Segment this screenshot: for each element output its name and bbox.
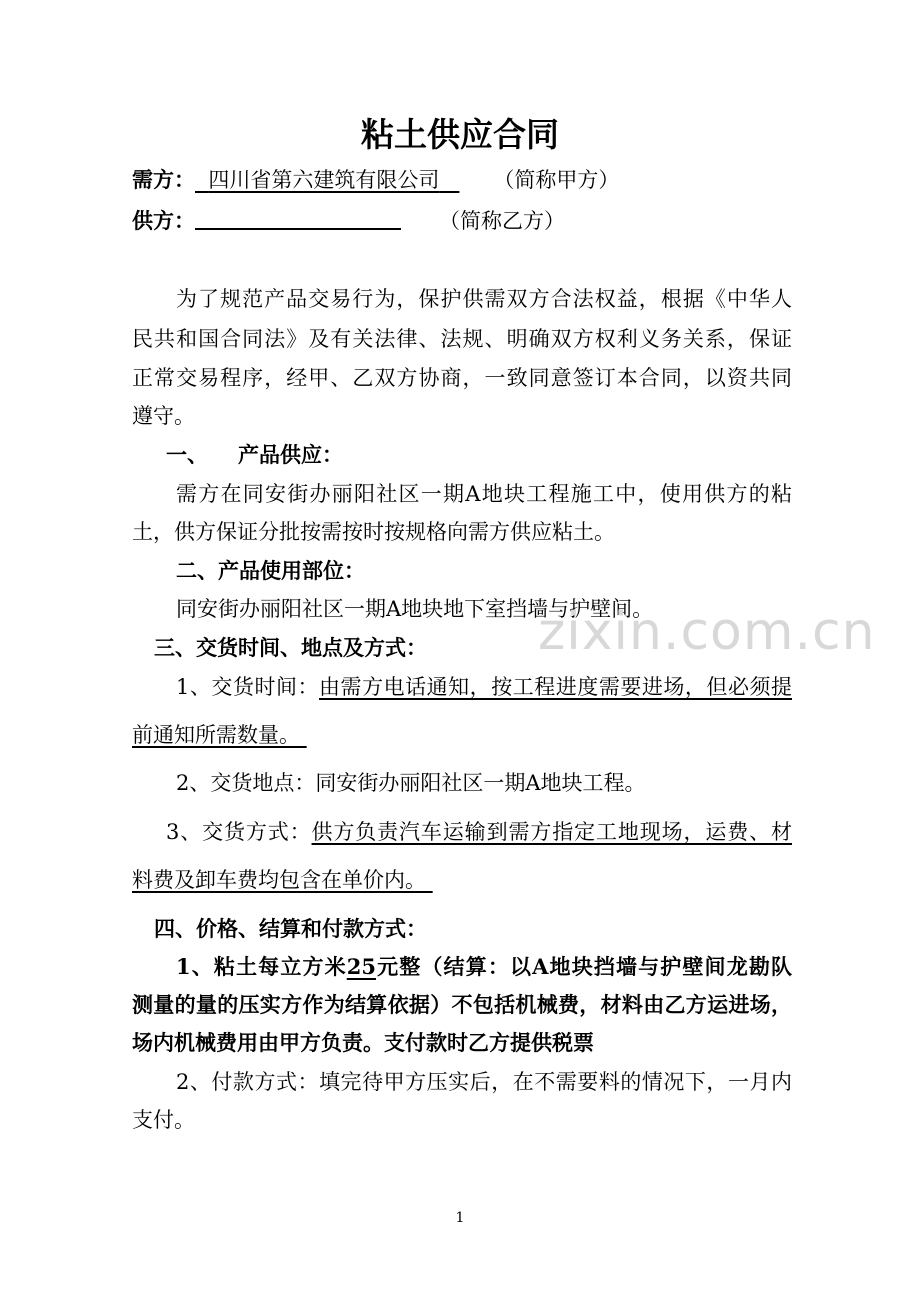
payment-line-1: 2、付款方式：填完待甲方压实后，在不需要料的情况下，一月内	[176, 1070, 792, 1094]
delivery-method-line-2: 料费及卸车费均包含在单价内。	[132, 868, 426, 892]
buyer-line	[132, 166, 792, 194]
watermark: zixin.com.cn	[538, 602, 876, 662]
supplier-line	[132, 206, 792, 235]
delivery-place-line: 2、交货地点：同安街办丽阳社区一期A地块工程。	[176, 771, 646, 795]
buyer-label: 需方：	[132, 167, 195, 192]
section-3-heading: 三、交货时间、地点及方式：	[154, 635, 427, 660]
section-1-line-2: 土，供方保证分批按需按时按规格向需方供应粘土。	[132, 520, 615, 544]
page-number: 1	[455, 1210, 465, 1226]
document-title: 粘土供应合同	[361, 115, 559, 154]
section-4-heading: 四、价格、结算和付款方式：	[154, 916, 427, 941]
preamble-line-2: 民共和国合同法》及有关法律、法规、明确双方权利义务关系，保证	[132, 327, 792, 351]
payment-line-2: 支付。	[132, 1108, 195, 1132]
price-line-3: 场内机械费用由甲方负责。支付款时乙方提供税票	[132, 1030, 594, 1055]
section-1-line-1: 需方在同安街办丽阳社区一期A地块工程施工中，使用供方的粘	[176, 482, 792, 506]
buyer-name: 四川省第六建筑有限公司	[208, 168, 440, 192]
delivery-time-line-2: 前通知所需数量。	[132, 723, 300, 747]
buyer-alias: （简称甲方）	[493, 168, 620, 192]
preamble-line-3: 正常交易程序，经甲、乙双方协商，一致同意签订本合同，以资共同	[132, 366, 792, 390]
unit-price: 25	[346, 954, 376, 979]
delivery-time-line-1: 1、交货时间：由需方电话通知，按工程进度需要进场，但必须提	[176, 675, 792, 699]
supplier-name-blank	[195, 206, 401, 230]
section-2-heading: 二、产品使用部位：	[176, 558, 365, 583]
price-line-1: 1、粘土每立方米25元整（结算：以A地块挡墙与护壁间龙勘队	[176, 954, 792, 979]
price-line-2: 测量的量的压实方作为结算依据）不包括机械费，材料由乙方运进场，	[132, 992, 792, 1017]
preamble-line-4: 遵守。	[132, 404, 195, 428]
delivery-method-line-1: 3、交货方式：供方负责汽车运输到需方指定工地现场，运费、材	[166, 820, 792, 844]
section-2-line-1: 同安街办丽阳社区一期A地块地下室挡墙与护壁间。	[176, 597, 654, 621]
supplier-label: 供方：	[132, 208, 195, 233]
section-1-heading: 一、 产品供应：	[166, 442, 343, 467]
supplier-alias: （简称乙方）	[439, 209, 565, 233]
preamble-line-1: 为了规范产品交易行为，保护供需双方合法权益，根据《中华人	[176, 287, 792, 311]
